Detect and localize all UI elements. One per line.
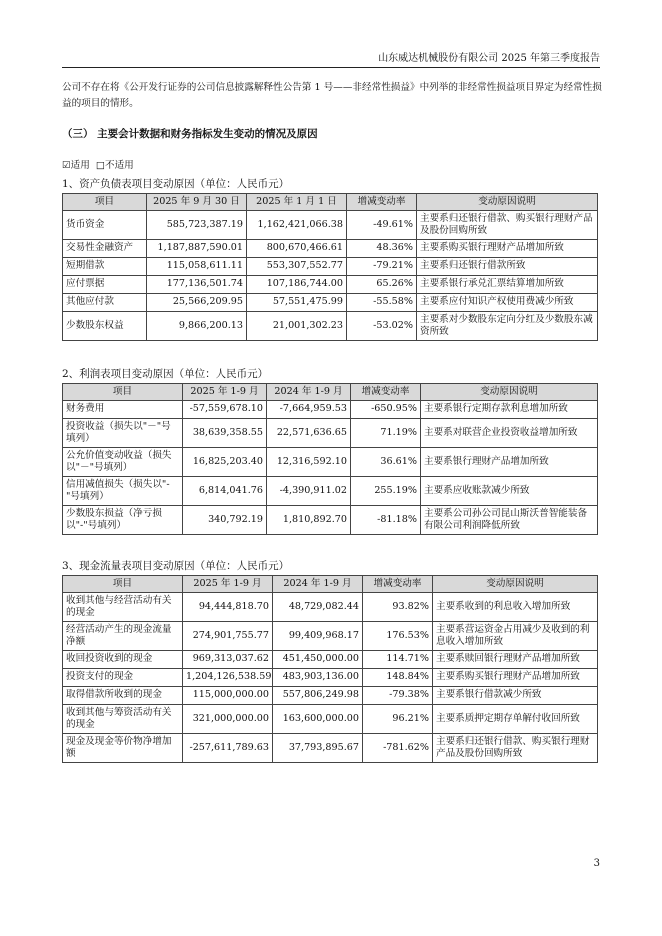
col-header: 项目 (63, 576, 183, 593)
item-cell: 应付票据 (63, 276, 147, 294)
value-cell: 115,058,611.11 (147, 258, 247, 276)
value-cell: 1,204,126,538.59 (183, 669, 273, 687)
table1-caption: 1、资产负债表项目变动原因（单位：人民币元） (62, 178, 290, 190)
value-cell: 22,571,636.65 (267, 419, 351, 448)
item-cell: 收到其他与筹资活动有关的现金 (63, 705, 183, 734)
item-cell: 信用减值损失（损失以"-"号填列） (63, 477, 183, 506)
rate-cell: 148.84% (363, 669, 433, 687)
reason-cell: 主要系营运资金占用减少及收到的利息收入增加所致 (433, 622, 598, 651)
cash-flow-table (62, 575, 598, 763)
table-row (63, 448, 598, 477)
rate-cell: 65.26% (347, 276, 417, 294)
reason-cell: 主要系归还银行借款所致 (417, 258, 598, 276)
value-cell: 37,793,895.67 (273, 734, 363, 763)
col-header: 2025 年 1-9 月 (183, 576, 273, 593)
col-header: 项目 (63, 194, 147, 211)
item-cell: 短期借款 (63, 258, 147, 276)
not-applicable-checkbox[interactable]: □不适用 (95, 160, 134, 171)
table-row (63, 419, 598, 448)
item-cell: 少数股东损益（净亏损以"-"号填列） (63, 506, 183, 535)
value-cell: 321,000,000.00 (183, 705, 273, 734)
value-cell: 21,001,302.23 (247, 312, 347, 341)
header-divider (62, 67, 600, 68)
value-cell: 340,792.19 (183, 506, 267, 535)
reason-cell: 主要系应付知识产权使用费减少所致 (417, 294, 598, 312)
table-row (63, 240, 598, 258)
value-cell: -57,559,678.10 (183, 401, 267, 419)
value-cell: 969,313,037.62 (183, 651, 273, 669)
item-cell: 经营活动产生的现金流量净额 (63, 622, 183, 651)
reason-cell: 主要系银行定期存款利息增加所致 (421, 401, 598, 419)
rate-cell: 176.53% (363, 622, 433, 651)
reason-cell: 主要系银行承兑汇票结算增加所致 (417, 276, 598, 294)
value-cell: 48,729,082.44 (273, 593, 363, 622)
rate-cell: 71.19% (351, 419, 421, 448)
value-cell: 6,814,041.76 (183, 477, 267, 506)
applicable-checkbox[interactable]: ☑适用 (62, 160, 90, 171)
reason-cell: 主要系对少数股东定向分红及少数股东减资所致 (417, 312, 598, 341)
table-row (63, 669, 598, 687)
value-cell: 163,600,000.00 (273, 705, 363, 734)
rate-cell: -81.18% (351, 506, 421, 535)
rate-cell: 36.61% (351, 448, 421, 477)
table2-caption: 2、利润表项目变动原因（单位：人民币元） (62, 368, 269, 380)
reason-cell: 主要系购买银行理财产品增加所致 (417, 240, 598, 258)
table-row (63, 506, 598, 535)
reason-cell: 主要系公司孙公司昆山斯沃普智能装备有限公司利润降低所致 (421, 506, 598, 535)
table-row (63, 294, 598, 312)
item-cell: 投资收益（损失以"－"号填列） (63, 419, 183, 448)
value-cell: 1,162,421,066.38 (247, 211, 347, 240)
rate-cell: -650.95% (351, 401, 421, 419)
table-row (63, 687, 598, 705)
section-title: （三） 主要会计数据和财务指标发生变动的情况及原因 (62, 128, 318, 140)
col-header: 变动原因说明 (421, 384, 598, 401)
report-header: 山东威达机械股份有限公司 2025 年第三季度报告 (378, 53, 600, 64)
value-cell: 16,825,203.40 (183, 448, 267, 477)
reason-cell: 主要系银行借款减少所致 (433, 687, 598, 705)
col-header: 2025 年 1-9 月 (183, 384, 267, 401)
value-cell: -7,664,959.53 (267, 401, 351, 419)
table-row (63, 622, 598, 651)
table-row (63, 401, 598, 419)
col-header: 2025 年 9 月 30 日 (147, 194, 247, 211)
table3-caption: 3、现金流量表项目变动原因（单位：人民币元） (62, 560, 290, 572)
item-cell: 取得借款所收到的现金 (63, 687, 183, 705)
rate-cell: -79.21% (347, 258, 417, 276)
table-row (63, 651, 598, 669)
item-cell: 财务费用 (63, 401, 183, 419)
rate-cell: 255.19% (351, 477, 421, 506)
table-row (63, 211, 598, 240)
item-cell: 收回投资收到的现金 (63, 651, 183, 669)
value-cell: 553,307,552.77 (247, 258, 347, 276)
col-header: 项目 (63, 384, 183, 401)
col-header: 增减变动率 (347, 194, 417, 211)
item-cell: 交易性金融资产 (63, 240, 147, 258)
item-cell: 现金及现金等价物净增加额 (63, 734, 183, 763)
rate-cell: 48.36% (347, 240, 417, 258)
reason-cell: 主要系收到的利息收入增加所致 (433, 593, 598, 622)
value-cell: 585,723,387.19 (147, 211, 247, 240)
col-header: 增减变动率 (351, 384, 421, 401)
item-cell: 少数股东权益 (63, 312, 147, 341)
col-header: 增减变动率 (363, 576, 433, 593)
value-cell: 177,136,501.74 (147, 276, 247, 294)
item-cell: 公允价值变动收益（损失以"－"号填列） (63, 448, 183, 477)
item-cell: 收到其他与经营活动有关的现金 (63, 593, 183, 622)
value-cell: 1,187,887,590.01 (147, 240, 247, 258)
rate-cell: -55.58% (347, 294, 417, 312)
value-cell: 99,409,968.17 (273, 622, 363, 651)
value-cell: 274,901,755.77 (183, 622, 273, 651)
item-cell: 其他应付款 (63, 294, 147, 312)
value-cell: 483,903,136.00 (273, 669, 363, 687)
table-row (63, 312, 598, 341)
rate-cell: -781.62% (363, 734, 433, 763)
value-cell: -257,611,789.63 (183, 734, 273, 763)
rate-cell: 114.71% (363, 651, 433, 669)
balance-sheet-table (62, 193, 598, 341)
rate-cell: 96.21% (363, 705, 433, 734)
value-cell: 9,866,200.13 (147, 312, 247, 341)
value-cell: 115,000,000.00 (183, 687, 273, 705)
rate-cell: -79.38% (363, 687, 433, 705)
reason-cell: 主要系归还银行借款、购买银行理财产品及股份回购所致 (433, 734, 598, 763)
reason-cell: 主要系对联营企业投资收益增加所致 (421, 419, 598, 448)
reason-cell: 主要系购买银行理财产品增加所致 (433, 669, 598, 687)
col-header: 2024 年 1-9 月 (267, 384, 351, 401)
rate-cell: 93.82% (363, 593, 433, 622)
reason-cell: 主要系质押定期存单解付收回所致 (433, 705, 598, 734)
value-cell: 1,810,892.70 (267, 506, 351, 535)
table-row (63, 734, 598, 763)
page-number: 3 (593, 858, 600, 869)
value-cell: 94,444,818.70 (183, 593, 273, 622)
rate-cell: -49.61% (347, 211, 417, 240)
value-cell: 800,670,466.61 (247, 240, 347, 258)
rate-cell: -53.02% (347, 312, 417, 341)
item-cell: 投资支付的现金 (63, 669, 183, 687)
item-cell: 货币资金 (63, 211, 147, 240)
col-header: 变动原因说明 (417, 194, 598, 211)
value-cell: 451,450,000.00 (273, 651, 363, 669)
reason-cell: 主要系赎回银行理财产品增加所致 (433, 651, 598, 669)
value-cell: 38,639,358.55 (183, 419, 267, 448)
reason-cell: 主要系归还银行借款、购买银行理财产品及股份回购所致 (417, 211, 598, 240)
intro-paragraph: 公司不存在将《公开发行证券的公司信息披露解释性公告第 1 号——非经常性损益》中列举的非经常性损益项目界定为经常性损益的项目的情形。 (62, 82, 602, 109)
value-cell: 107,186,744.00 (247, 276, 347, 294)
table-row (63, 258, 598, 276)
value-cell: 12,316,592.10 (267, 448, 351, 477)
value-cell: 25,566,209.95 (147, 294, 247, 312)
table-row (63, 705, 598, 734)
col-header: 2025 年 1 月 1 日 (247, 194, 347, 211)
reason-cell: 主要系银行理财产品增加所致 (421, 448, 598, 477)
value-cell: -4,390,911.02 (267, 477, 351, 506)
reason-cell: 主要系应收账款减少所致 (421, 477, 598, 506)
table-row (63, 276, 598, 294)
col-header: 2024 年 1-9 月 (273, 576, 363, 593)
value-cell: 557,806,249.98 (273, 687, 363, 705)
income-statement-table (62, 383, 598, 535)
table-row (63, 477, 598, 506)
table-row (63, 593, 598, 622)
applicability-options (62, 157, 134, 171)
value-cell: 57,551,475.99 (247, 294, 347, 312)
col-header: 变动原因说明 (433, 576, 598, 593)
